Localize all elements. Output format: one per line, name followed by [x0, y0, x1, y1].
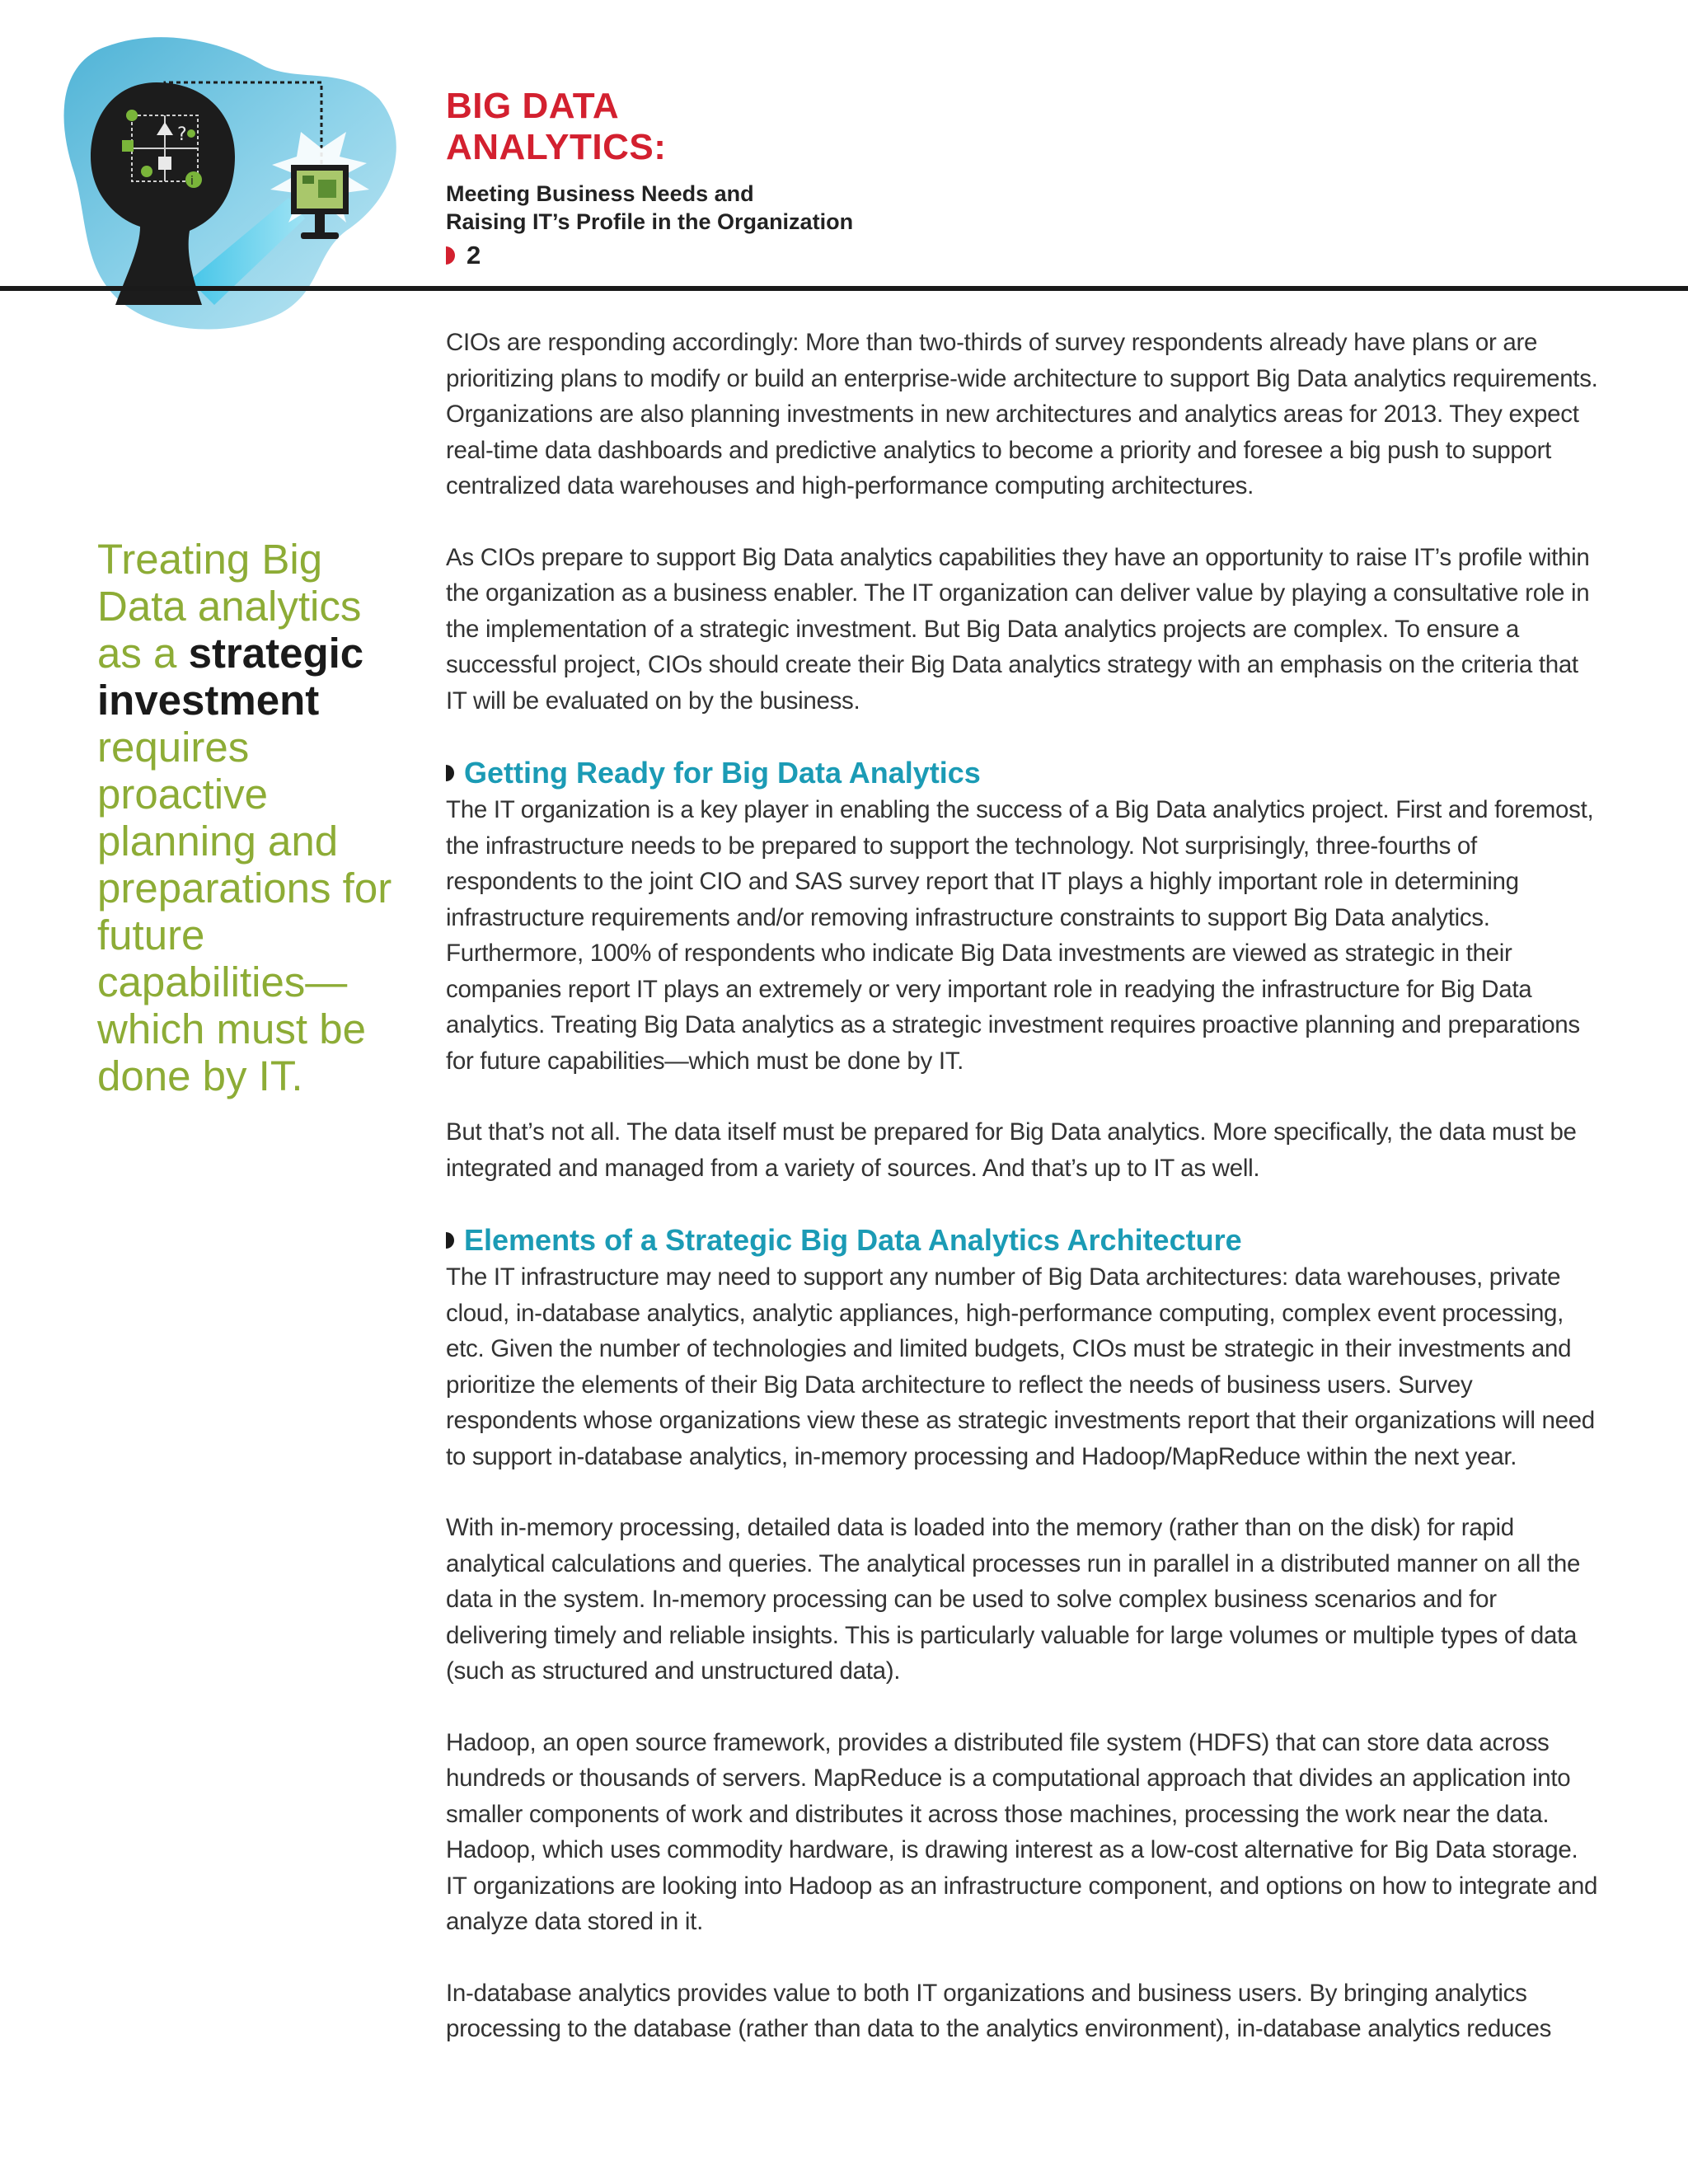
subtitle-line-2: Raising IT’s Profile in the Organization [446, 209, 854, 234]
body-paragraph: But that’s not all. The data itself must be prepared for Big Data analytics. More specifically, the data must be integrated and managed from a variety of sources. And that’s up to IT as well. [446, 1118, 1577, 1182]
page-number-row [446, 241, 853, 270]
pull-quote-emphasis: strategic investment [97, 630, 364, 724]
page-number: 2 [467, 241, 481, 269]
section-bullet-icon [446, 765, 454, 781]
section-heading-text: Getting Ready for Big Data Analytics [464, 756, 981, 790]
head-and-computer-illustration [49, 33, 404, 338]
page-marker-icon [446, 246, 455, 265]
subtitle-line-1: Meeting Business Needs and [446, 181, 754, 206]
document-subtitle [446, 180, 853, 236]
svg-text:?: ? [177, 124, 187, 145]
body-paragraph: With in-memory processing, detailed data is loaded into the memory (rather than on the disk) for rapid analytical calculations and queries. The analytical processes run in parallel in a distributed manner on all the data in the system. In-memory processing can be used to solve complex business scenarios and for delivering timely and reliable insights. This is particularly valuable for large volumes or multiple types of data (such as structured and unstructured data). [446, 1514, 1581, 1685]
body-paragraph: CIOs are responding accordingly: More than two-thirds of survey respondents already have plans or are prioritizing plans to modify or build an enterprise-wide architecture to support Big Data analytics requirements. Organizations are also planning investments in new architectures and analytics areas for 2013. They expect real-time data dashboards and predictive analytics to become a priority and foresee a big push to support centralized data warehouses and high-performance computing architectures. [446, 329, 1598, 499]
section-bullet-icon [446, 1232, 454, 1249]
svg-text:i: i [190, 175, 194, 188]
body-paragraph: In-database analytics provides value to both IT organizations and business users. By bringing analytics processing to the database (rather than data to the analytics environment), in-database analytics reduces [446, 1979, 1552, 2042]
main-body [446, 325, 1600, 2047]
pull-quote [97, 536, 394, 1099]
section-heading-getting-ready [446, 754, 1600, 792]
body-paragraph: As CIOs prepare to support Big Data analytics capabilities they have an opportunity to raise IT’s profile within the organization as a business enabler. The IT organization can deliver value by playing a consultative role in the implementation of a strategic investment. But Big Data analytics projects are complex. To ensure a successful project, CIOs should create their Big Data analytics strategy with an emphasis on the criteria that IT will be evaluated on by the business. [446, 543, 1590, 715]
pull-quote-part-1: Treating Big Data analytics as a [97, 536, 362, 677]
body-paragraph: The IT organization is a key player in enabling the success of a Big Data analytics project. First and foremost, the infrastructure needs to be prepared to support the technology. Not surprisingly, three-fourths of respondents to the joint CIO and SAS survey report that IT plays a highly important role in determining infrastructure requirements and/or removing infrastructure constraints to support Big Data analytics. Furthermore, 100% of respondents who indicate Big Data investments are viewed as strategic in their companies report IT plays an extremely or very important role in readying the infrastructure for Big Data analytics. Treating Big Data analytics as a strategic investment requires proactive planning and preparations for future capabilities—which must be done by IT. [446, 796, 1594, 1075]
body-paragraph: Hadoop, an open source framework, provides a distributed file system (HDFS) that can store data across hundreds or thousands of servers. MapReduce is a computational approach that divides an application into smaller components of work and distributes it across those machines, processing the work near the data. Hadoop, which uses commodity hardware, is drawing interest as a low-cost alternative for Big Data storage. IT organizations are looking into Hadoop as an infrastructure component, and options on how to integrate and analyze data stored in it. [446, 1728, 1598, 1935]
document-header [446, 86, 853, 270]
pull-quote-part-2: requires proactive planning and preparations for future capabilities—which must be done by IT. [97, 724, 392, 1099]
body-paragraph: The IT infrastructure may need to support any number of Big Data architectures: data warehouses, private cloud, in-database analytics, analytic appliances, high-performance computing, complex event processing, etc. Given the number of technologies and limited budgets, CIOs must be strategic in their investments and prioritize the elements of their Big Data architecture to reflect the needs of business users. Survey respondents whose organizations view these as strategic investments report that their organizations will need to support in-database analytics, in-memory processing and Hadoop/MapReduce within the next year. [446, 1263, 1595, 1470]
section-heading-text: Elements of a Strategic Big Data Analytics Architecture [464, 1223, 1242, 1257]
section-heading-elements-architecture [446, 1221, 1600, 1259]
document-title-line-1: BIG DATA [446, 86, 620, 126]
header-rule [0, 286, 1688, 291]
document-title-line-2: ANALYTICS: [446, 127, 667, 167]
